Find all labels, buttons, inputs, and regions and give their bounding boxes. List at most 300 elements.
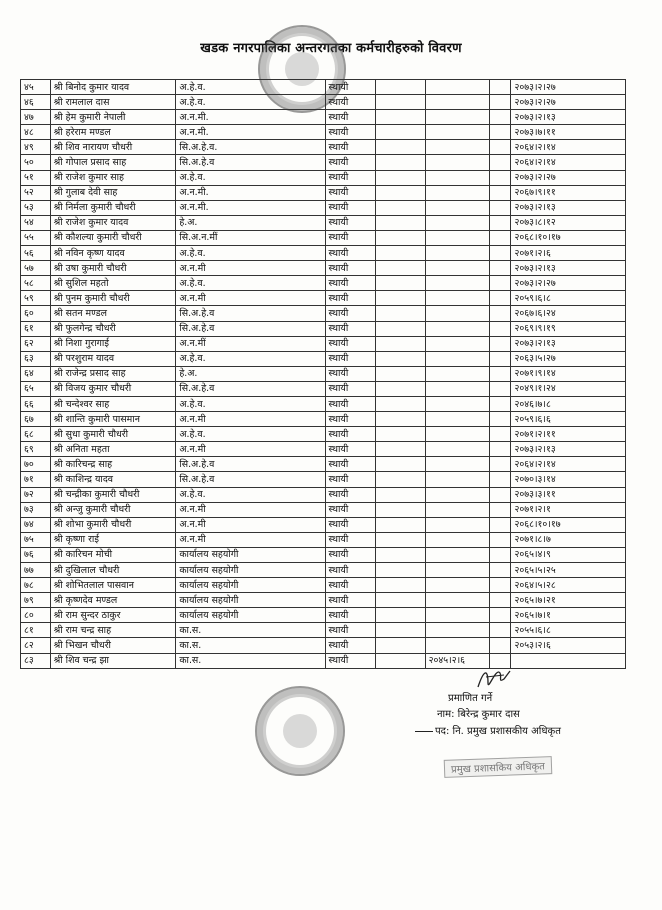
row-number: ५१ <box>21 170 51 185</box>
blank-cell <box>490 80 511 95</box>
employee-name: श्री शिव नारायण चौधरी <box>50 140 176 155</box>
blank-cell <box>375 291 425 306</box>
table-row <box>21 608 626 623</box>
blank-cell <box>375 442 425 457</box>
appointment-date: २०७१।२।६ <box>511 246 626 261</box>
extra-date: २०४५।२।६ <box>425 653 489 668</box>
employee-name: श्री निशा गुरागाई <box>50 336 176 351</box>
appointment-date: २०७३।२।१३ <box>511 200 626 215</box>
blank-cell <box>375 200 425 215</box>
employee-post: सि.अ.हे.व <box>176 321 325 336</box>
blank-cell <box>490 593 511 608</box>
extra-date <box>425 185 489 200</box>
appointment-date: २०६९।९।१९ <box>511 321 626 336</box>
extra-date <box>425 623 489 638</box>
appointment-date: २०५९।६।६ <box>511 412 626 427</box>
extra-date <box>425 517 489 532</box>
table-row <box>21 517 626 532</box>
employee-post: अ.हे.व. <box>176 95 325 110</box>
employee-post: सि.अ.हे.व. <box>176 140 325 155</box>
appointment-date: २०६७।९।११ <box>511 185 626 200</box>
employee-post: सि.अ.हे.व <box>176 381 325 396</box>
table-row <box>21 155 626 170</box>
row-number: ६१ <box>21 321 51 336</box>
employee-post: अ.न.मीं <box>176 336 325 351</box>
blank-cell <box>375 578 425 593</box>
employee-post: सि.अ.हे.व <box>176 155 325 170</box>
appointment-date: २०६५।४।९ <box>511 547 626 562</box>
employee-name: श्री कृष्णदेव मण्डल <box>50 593 176 608</box>
appointment-date: २०७१।२।१ <box>511 502 626 517</box>
employee-name: श्री शोभा कुमारी चौधरी <box>50 517 176 532</box>
employee-post: कार्यालय सहयोगी <box>176 608 325 623</box>
table-row <box>21 276 626 291</box>
appointment-date: २०६८।१०।१७ <box>511 230 626 245</box>
table-row <box>21 638 626 653</box>
blank-cell <box>375 532 425 547</box>
table-row <box>21 547 626 562</box>
row-number: ७७ <box>21 563 51 578</box>
table-row <box>21 291 626 306</box>
blank-cell <box>375 185 425 200</box>
extra-date <box>425 457 489 472</box>
employee-post: कार्यालय सहयोगी <box>176 593 325 608</box>
row-number: ७३ <box>21 502 51 517</box>
employee-post: का.स. <box>176 638 325 653</box>
appointment-date: २०७३।८।१२ <box>511 215 626 230</box>
row-number: ६४ <box>21 366 51 381</box>
table-row <box>21 502 626 517</box>
employment-type: स्थायी <box>325 563 375 578</box>
employee-post: अ.न.मी. <box>176 110 325 125</box>
appointment-date: २०६७।६।२४ <box>511 306 626 321</box>
extra-date <box>425 396 489 411</box>
employee-name: श्री राम चन्द्र साह <box>50 623 176 638</box>
row-number: ७५ <box>21 532 51 547</box>
extra-date <box>425 291 489 306</box>
signatory-designation-text: पद: नि. प्रमुख प्रशासकीय अधिकृत <box>435 726 561 737</box>
employment-type: स्थायी <box>325 185 375 200</box>
appointment-date: २०७३।२।१३ <box>511 442 626 457</box>
employee-name: श्री अनिता महता <box>50 442 176 457</box>
blank-cell <box>375 472 425 487</box>
extra-date <box>425 442 489 457</box>
appointment-date: २०७३।२।२७ <box>511 170 626 185</box>
employment-type: स्थायी <box>325 80 375 95</box>
employee-name: श्री फुलगेन्द्र चौधरी <box>50 321 176 336</box>
row-number: ८१ <box>21 623 51 638</box>
employee-post: अ.न.मी <box>176 261 325 276</box>
employee-post: सि.अ.हे.व <box>176 472 325 487</box>
blank-cell <box>490 230 511 245</box>
extra-date <box>425 261 489 276</box>
employment-type: स्थायी <box>325 170 375 185</box>
appointment-date: २०६५।७।२१ <box>511 593 626 608</box>
employment-type: स्थायी <box>325 532 375 547</box>
row-number: ७८ <box>21 578 51 593</box>
extra-date <box>425 95 489 110</box>
appointment-date: २०७१।९।१४ <box>511 366 626 381</box>
employment-type: स्थायी <box>325 412 375 427</box>
employee-post: अ.हे.व. <box>176 246 325 261</box>
extra-date <box>425 336 489 351</box>
employment-type: स्थायी <box>325 276 375 291</box>
row-number: ७० <box>21 457 51 472</box>
employee-name: श्री अन्जु कुमारी चौधरी <box>50 502 176 517</box>
table-row <box>21 125 626 140</box>
blank-cell <box>375 306 425 321</box>
employee-name: श्री काशिन्द्र यादव <box>50 472 176 487</box>
employee-name: श्री निर्मला कुमारी चौधरी <box>50 200 176 215</box>
blank-cell <box>490 155 511 170</box>
employment-type: स्थायी <box>325 140 375 155</box>
row-number: ५४ <box>21 215 51 230</box>
employee-post: कार्यालय सहयोगी <box>176 547 325 562</box>
blank-cell <box>490 608 511 623</box>
blank-cell <box>490 246 511 261</box>
employment-type: स्थायी <box>325 487 375 502</box>
employment-type: स्थायी <box>325 381 375 396</box>
official-seal-bottom <box>255 686 345 776</box>
employee-name: श्री भिखन चौधरी <box>50 638 176 653</box>
table-row <box>21 351 626 366</box>
appointment-date: २०६८।१०।१७ <box>511 517 626 532</box>
employment-type: स्थायी <box>325 593 375 608</box>
appointment-date: २०५५।६।८ <box>511 623 626 638</box>
appointment-date: २०७३।२।१३ <box>511 336 626 351</box>
employment-type: स्थायी <box>325 547 375 562</box>
staff-table-body <box>21 80 626 669</box>
blank-cell <box>490 261 511 276</box>
extra-date <box>425 472 489 487</box>
extra-date <box>425 427 489 442</box>
blank-cell <box>375 487 425 502</box>
blank-cell <box>490 578 511 593</box>
table-row <box>21 170 626 185</box>
employment-type: स्थायी <box>325 427 375 442</box>
extra-date <box>425 487 489 502</box>
appointment-date: २०४९।१।२४ <box>511 381 626 396</box>
table-row <box>21 246 626 261</box>
employee-name: श्री उषा कुमारी चौधरी <box>50 261 176 276</box>
blank-cell <box>490 95 511 110</box>
blank-cell <box>375 623 425 638</box>
blank-cell <box>490 517 511 532</box>
signatory-name: नाम: बिरेन्द्र कुमार दास <box>437 709 520 720</box>
extra-date <box>425 547 489 562</box>
appointment-date: २०७०।३।१४ <box>511 472 626 487</box>
employment-type: स्थायी <box>325 608 375 623</box>
row-number: ६८ <box>21 427 51 442</box>
table-row <box>21 427 626 442</box>
employee-post: अ.न.मी. <box>176 200 325 215</box>
employee-post: अ.न.मी <box>176 502 325 517</box>
appointment-date: २०७३।२।१३ <box>511 261 626 276</box>
employee-name: श्री सुधा कुमारी चौधरी <box>50 427 176 442</box>
extra-date <box>425 412 489 427</box>
appointment-date: २०६४।२।१४ <box>511 140 626 155</box>
blank-cell <box>375 95 425 110</box>
row-number: ५९ <box>21 291 51 306</box>
employment-type: स्थायी <box>325 517 375 532</box>
dash-line <box>415 731 433 732</box>
employment-type: स्थायी <box>325 638 375 653</box>
extra-date <box>425 608 489 623</box>
table-row <box>21 110 626 125</box>
employee-name: श्री राजेन्द्र प्रसाद साह <box>50 366 176 381</box>
blank-cell <box>490 427 511 442</box>
employee-name: श्री कृष्णा राई <box>50 532 176 547</box>
appointment-date: २०७३।७।११ <box>511 125 626 140</box>
employment-type: स्थायी <box>325 336 375 351</box>
employee-post: सि.अ.न.मीं <box>176 230 325 245</box>
blank-cell <box>375 215 425 230</box>
extra-date <box>425 80 489 95</box>
blank-cell <box>375 547 425 562</box>
blank-cell <box>375 230 425 245</box>
staff-table <box>20 79 626 669</box>
employee-post: अ.न.मी <box>176 412 325 427</box>
row-number: ५० <box>21 155 51 170</box>
employee-post: का.स. <box>176 653 325 668</box>
extra-date <box>425 125 489 140</box>
blank-cell <box>490 563 511 578</box>
row-number: ६५ <box>21 381 51 396</box>
employment-type: स्थायी <box>325 230 375 245</box>
employee-name: श्री पुनम कुमारी चौधरी <box>50 291 176 306</box>
employment-type: स्थायी <box>325 261 375 276</box>
table-row <box>21 261 626 276</box>
employment-type: स्थायी <box>325 291 375 306</box>
extra-date <box>425 306 489 321</box>
blank-cell <box>490 351 511 366</box>
handwritten-signature <box>474 665 514 693</box>
blank-cell <box>375 170 425 185</box>
row-number: ६३ <box>21 351 51 366</box>
table-row <box>21 653 626 668</box>
row-number: ६६ <box>21 396 51 411</box>
employee-name: श्री कारिचन्द्र साह <box>50 457 176 472</box>
blank-cell <box>490 457 511 472</box>
row-number: ४६ <box>21 95 51 110</box>
row-number: ६२ <box>21 336 51 351</box>
blank-cell <box>490 396 511 411</box>
extra-date <box>425 215 489 230</box>
seal-emblem-icon <box>283 714 317 748</box>
blank-cell <box>490 140 511 155</box>
blank-cell <box>490 502 511 517</box>
blank-cell <box>375 638 425 653</box>
blank-cell <box>375 653 425 668</box>
employee-post: अ.हे.व. <box>176 396 325 411</box>
blank-cell <box>375 321 425 336</box>
employment-type: स्थायी <box>325 125 375 140</box>
blank-cell <box>490 215 511 230</box>
employee-post: अ.न.मी <box>176 532 325 547</box>
employee-name: श्री गुलाब देवी साह <box>50 185 176 200</box>
blank-cell <box>375 608 425 623</box>
blank-cell <box>490 336 511 351</box>
blank-cell <box>375 80 425 95</box>
employee-post: अ.न.मी <box>176 442 325 457</box>
row-number: ४८ <box>21 125 51 140</box>
blank-cell <box>375 593 425 608</box>
table-row <box>21 457 626 472</box>
employment-type: स्थायी <box>325 502 375 517</box>
employee-name: श्री कारिचन मोची <box>50 547 176 562</box>
blank-cell <box>375 110 425 125</box>
extra-date <box>425 351 489 366</box>
blank-cell <box>490 532 511 547</box>
employee-name: श्री सुशिल महतो <box>50 276 176 291</box>
employee-name: श्री दुखिलाल चौधरी <box>50 563 176 578</box>
table-row <box>21 396 626 411</box>
employee-name: श्री हरेराम मण्डल <box>50 125 176 140</box>
blank-cell <box>490 185 511 200</box>
appointment-date: २०६४।२।१४ <box>511 457 626 472</box>
row-number: ७२ <box>21 487 51 502</box>
row-number: ५८ <box>21 276 51 291</box>
page-title: खडक नगरपालिका अन्तरगतका कर्मचारीहरुको विवरण <box>200 41 462 56</box>
table-row <box>21 321 626 336</box>
employee-name: श्री राजेश कुमार साह <box>50 170 176 185</box>
table-row <box>21 578 626 593</box>
appointment-date: २०६५।५।२५ <box>511 563 626 578</box>
table-row <box>21 306 626 321</box>
employee-post: अ.न.मी. <box>176 185 325 200</box>
extra-date <box>425 276 489 291</box>
blank-cell <box>375 396 425 411</box>
employee-name: श्री रामलाल दास <box>50 95 176 110</box>
extra-date <box>425 230 489 245</box>
blank-cell <box>490 125 511 140</box>
appointment-date: २०४६।७।८ <box>511 396 626 411</box>
row-number: ५७ <box>21 261 51 276</box>
row-number: ७६ <box>21 547 51 562</box>
appointment-date: २०६४।२।१४ <box>511 155 626 170</box>
employee-name: श्री विजय कुमार चौधरी <box>50 381 176 396</box>
employment-type: स्थायी <box>325 653 375 668</box>
blank-cell <box>490 638 511 653</box>
table-row <box>21 185 626 200</box>
employee-name: श्री नविन कृष्ण यादव <box>50 246 176 261</box>
row-number: ७९ <box>21 593 51 608</box>
blank-cell <box>375 125 425 140</box>
table-row <box>21 412 626 427</box>
employee-post: अ.न.मी <box>176 517 325 532</box>
employee-name: श्री सतन मण्डल <box>50 306 176 321</box>
extra-date <box>425 593 489 608</box>
employee-post: हे.अ. <box>176 366 325 381</box>
appointment-date: २०७१।८।७ <box>511 532 626 547</box>
employee-post: अ.हे.व. <box>176 351 325 366</box>
employee-post: कार्यालय सहयोगी <box>176 563 325 578</box>
extra-date <box>425 366 489 381</box>
table-row <box>21 366 626 381</box>
extra-date <box>425 140 489 155</box>
extra-date <box>425 563 489 578</box>
blank-cell <box>375 427 425 442</box>
row-number: ८२ <box>21 638 51 653</box>
employee-name: श्री परशुराम यादव <box>50 351 176 366</box>
extra-date <box>425 638 489 653</box>
employment-type: स्थायी <box>325 246 375 261</box>
blank-cell <box>490 110 511 125</box>
table-row <box>21 80 626 95</box>
employment-type: स्थायी <box>325 110 375 125</box>
blank-cell <box>490 547 511 562</box>
blank-cell <box>490 623 511 638</box>
row-number: ४७ <box>21 110 51 125</box>
blank-cell <box>490 321 511 336</box>
row-number: ५६ <box>21 246 51 261</box>
employment-type: स्थायी <box>325 155 375 170</box>
table-row <box>21 336 626 351</box>
blank-cell <box>375 502 425 517</box>
blank-cell <box>490 291 511 306</box>
table-row <box>21 230 626 245</box>
blank-cell <box>375 457 425 472</box>
table-row <box>21 623 626 638</box>
row-number: ६९ <box>21 442 51 457</box>
appointment-date <box>511 653 626 668</box>
employee-name: श्री चन्देश्वर साह <box>50 396 176 411</box>
blank-cell <box>375 381 425 396</box>
employment-type: स्थायी <box>325 578 375 593</box>
employee-post: अ.न.मी <box>176 291 325 306</box>
extra-date <box>425 200 489 215</box>
employee-post: सि.अ.हे.व <box>176 457 325 472</box>
employment-type: स्थायी <box>325 306 375 321</box>
table-row <box>21 472 626 487</box>
extra-date <box>425 170 489 185</box>
employee-post: अ.हे.व. <box>176 427 325 442</box>
table-row <box>21 140 626 155</box>
extra-date <box>425 155 489 170</box>
employee-post: हे.अ. <box>176 215 325 230</box>
appointment-date: २०७३।२।२७ <box>511 80 626 95</box>
blank-cell <box>490 170 511 185</box>
employment-type: स्थायी <box>325 457 375 472</box>
appointment-date: २०६३।५।२७ <box>511 351 626 366</box>
employee-name: श्री राजेश कुमार यादव <box>50 215 176 230</box>
blank-cell <box>375 261 425 276</box>
blank-cell <box>490 472 511 487</box>
signatory-designation <box>415 723 561 737</box>
row-number: ४५ <box>21 80 51 95</box>
extra-date <box>425 532 489 547</box>
table-row <box>21 215 626 230</box>
appointment-date: २०६४।५।२८ <box>511 578 626 593</box>
employment-type: स्थायी <box>325 442 375 457</box>
table-row <box>21 95 626 110</box>
employment-type: स्थायी <box>325 95 375 110</box>
blank-cell <box>490 442 511 457</box>
employment-type: स्थायी <box>325 472 375 487</box>
row-number: ६७ <box>21 412 51 427</box>
table-row <box>21 200 626 215</box>
row-number: ५५ <box>21 230 51 245</box>
employee-post: अ.न.मी. <box>176 125 325 140</box>
appointment-date: २०५३।२।६ <box>511 638 626 653</box>
blank-cell <box>375 366 425 381</box>
employee-post: अ.हे.व. <box>176 170 325 185</box>
employee-post: का.स. <box>176 623 325 638</box>
appointment-date: २०७३।२।२७ <box>511 95 626 110</box>
employee-name: श्री बिनोद कुमार यादव <box>50 80 176 95</box>
extra-date <box>425 321 489 336</box>
employee-name: श्री राम सुन्दर ठाकुर <box>50 608 176 623</box>
